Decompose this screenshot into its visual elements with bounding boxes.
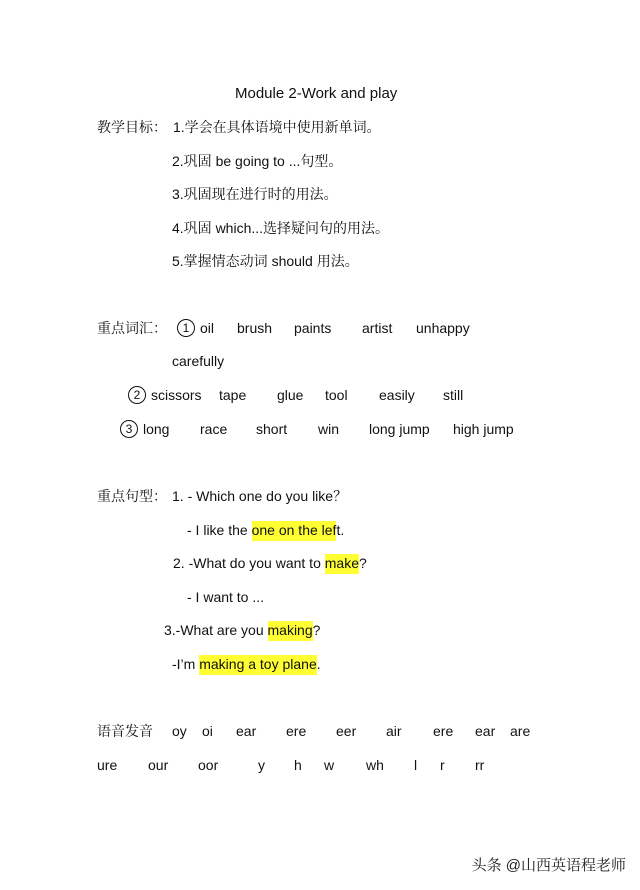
phonics-item: oy [172, 723, 187, 739]
vocab-word: artist [362, 320, 393, 336]
phonics-item: ere [433, 723, 454, 739]
phonics-item: are [510, 723, 531, 739]
document-title: Module 2-Work and play [235, 85, 398, 102]
phonics-item: ure [97, 757, 118, 773]
vocab-word: high jump [453, 421, 514, 437]
vocab-word: oil [200, 320, 215, 336]
phonics-item: w [324, 757, 335, 773]
vocab-word: brush [237, 320, 273, 336]
phonics-item: ear [475, 723, 496, 739]
objective-item: 3.巩固现在进行时的用法。 [172, 186, 338, 202]
sentence-line: - I want to ... [187, 589, 265, 605]
sentence-line: 3.-What are you making? [164, 620, 320, 640]
phonics-item: wh [366, 757, 384, 773]
vocab-word: still [443, 387, 464, 403]
phonics-item: our [148, 757, 169, 773]
sentence-line: - I like the one on the left. [187, 520, 344, 540]
vocab-word: race [200, 421, 228, 437]
phonics-item: air [386, 723, 402, 739]
vocab-word: short [256, 421, 288, 437]
phonics-item: l [414, 757, 418, 773]
phonics-item: oi [202, 723, 213, 739]
objective-item: 2.巩固 be going to ...句型。 [172, 153, 343, 169]
sentence-line: 2. -What do you want to make? [173, 553, 367, 573]
watermark: 头条 @山西英语程老师 [471, 857, 626, 874]
vocab-group-1-number: 1 [177, 318, 195, 338]
phonics-item: y [258, 757, 265, 773]
objective-item: 5.掌握情态动词 should 用法。 [172, 253, 359, 269]
sentence-line: 1. - Which one do you like？ [172, 488, 348, 504]
phonics-item: ear [236, 723, 257, 739]
phonics-item: rr [475, 757, 485, 773]
vocab-word: unhappy [416, 320, 470, 336]
vocab-word: easily [379, 387, 415, 403]
vocab-word: tape [219, 387, 247, 403]
highlighted-phrase: make [325, 554, 359, 574]
vocab-label: 重点词汇： [97, 320, 167, 336]
phonics-item: r [440, 757, 445, 773]
vocab-word: long jump [369, 421, 430, 437]
phonics-item: h [294, 757, 302, 773]
vocab-group-3-number: 3 [120, 419, 138, 439]
phonics-label: 语音发音 [97, 723, 153, 739]
objectives-label: 教学目标： [97, 119, 167, 135]
phonics-item: oor [198, 757, 219, 773]
vocab-word: carefully [172, 353, 225, 369]
vocab-word: scissors [151, 387, 202, 403]
vocab-word: tool [325, 387, 348, 403]
highlighted-phrase: one on the lef [252, 521, 337, 541]
vocab-word: win [318, 421, 340, 437]
sentences-label: 重点句型： [97, 488, 167, 504]
sentence-line: -I’m making a toy plane. [172, 654, 321, 674]
vocab-group-2-number: 2 [128, 385, 146, 405]
objective-item: 4.巩固 which...选择疑问句的用法。 [172, 220, 390, 236]
phonics-item: eer [336, 723, 357, 739]
objective-item: 1.学会在具体语境中使用新单词。 [173, 119, 381, 135]
vocab-word: long [143, 421, 170, 437]
vocab-word: glue [277, 387, 304, 403]
highlighted-phrase: making [268, 621, 313, 641]
vocab-word: paints [294, 320, 332, 336]
highlighted-phrase: making a toy plane [199, 655, 317, 675]
phonics-item: ere [286, 723, 307, 739]
